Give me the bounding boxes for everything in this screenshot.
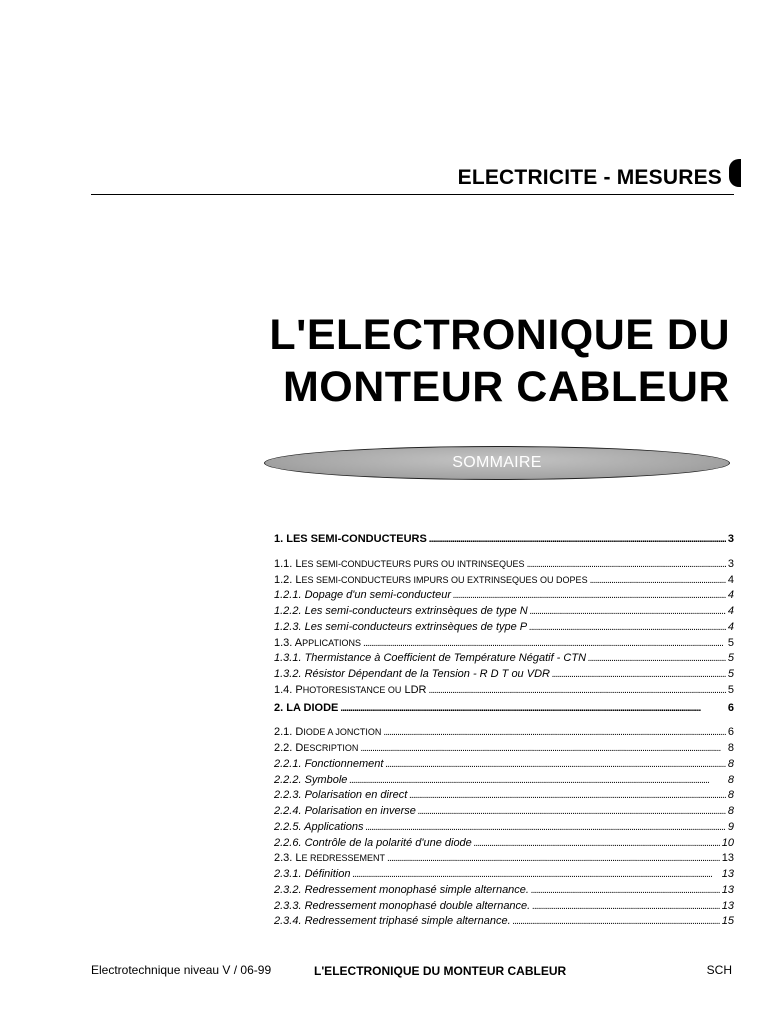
- toc-leader-dots: [529, 620, 726, 636]
- toc-entry-label: [274, 636, 361, 651]
- toc-page-number: 5: [727, 683, 734, 696]
- document-title-line-1: L'ELECTRONIQUE DU: [269, 311, 730, 359]
- toc-subsection: [274, 820, 734, 836]
- toc-page-number: 8: [727, 757, 734, 770]
- toc-subsection: [274, 788, 734, 804]
- toc-page-number: 5: [727, 636, 734, 649]
- toc-entry-label: 1.2.2. Les semi-conducteurs extrinsèques de type N: [274, 605, 528, 617]
- toc-page-number: 13: [721, 899, 734, 912]
- toc-page-number: 13: [721, 868, 734, 880]
- toc-entry-label: 1.3.1. Thermistance à Coefficient de Température Négatif - CTN: [274, 652, 587, 665]
- toc-entry-number: 1.3.: [274, 636, 295, 649]
- toc-page-number: 4: [727, 620, 734, 633]
- toc-leader-dots: [513, 914, 720, 930]
- toc-entry-number: 1.4.: [274, 683, 296, 696]
- footer-author: SCH: [706, 963, 732, 977]
- toc-leader-dots: [383, 725, 726, 741]
- toc-entry-label: 2.2.4. Polarisation en inverse: [274, 805, 416, 817]
- header-divider: [91, 194, 734, 195]
- toc-leader-dots: [530, 604, 726, 620]
- toc-leader-dots: [531, 883, 720, 899]
- toc-page-number: 3: [727, 557, 734, 570]
- toc-leader-dots: [352, 867, 719, 883]
- toc-leader-dots: [590, 573, 726, 589]
- toc-leader-dots: [340, 701, 725, 717]
- toc-entry-initial: L: [295, 852, 302, 865]
- toc-section: [274, 741, 734, 757]
- toc-entry-initial: A: [294, 636, 303, 649]
- toc-page-number: 3: [727, 533, 734, 545]
- toc-subsection: [274, 651, 734, 667]
- toc-entry-label: 1.2.1. Dopage d'un semi-conducteur: [274, 589, 451, 602]
- toc-leader-dots: [588, 651, 726, 667]
- toc-entry-label: [274, 725, 381, 740]
- toc-entry-label: 2.2.1. Fonctionnement: [274, 757, 384, 770]
- header-mark: [729, 159, 741, 187]
- toc-entry-label: 1. LES SEMI-CONDUCTEURS: [274, 533, 427, 545]
- toc-page-number: 4: [727, 605, 734, 617]
- toc-entry-label: 2.2.3. Polarisation en direct: [274, 789, 408, 802]
- toc-entry-text: PPLICATIONS: [302, 637, 361, 648]
- toc-entry-initial: L: [295, 573, 302, 586]
- toc-subsection: [274, 836, 734, 852]
- sommaire-label: SOMMAIRE: [452, 454, 542, 471]
- toc-section: [274, 683, 734, 699]
- toc-leader-dots: [527, 557, 726, 573]
- toc-page-number: 8: [727, 773, 734, 786]
- toc-leader-dots: [409, 788, 726, 804]
- toc-leader-dots: [349, 773, 726, 789]
- toc-leader-dots: [453, 588, 726, 604]
- toc-leader-dots: [363, 636, 726, 652]
- toc-leader-dots: [532, 899, 720, 915]
- toc-entry-label: [274, 557, 525, 572]
- toc-entry-label: 1.3.2. Résistor Dépendant de la Tension - R D T ou VDR: [274, 668, 550, 680]
- toc-entry-text: ES SEMI-CONDUCTEURS IMPURS OU EXTRINSEQUES OU DOPES: [301, 574, 588, 585]
- toc-page-number: 15: [721, 915, 734, 928]
- toc-leader-dots: [387, 851, 720, 867]
- toc-leader-dots: [418, 804, 726, 820]
- toc-entry-number: 1.2.: [274, 573, 296, 586]
- toc-section: [274, 636, 734, 652]
- toc-entry-label: [274, 573, 588, 588]
- toc-entry-text: ES SEMI-CONDUCTEURS PURS OU INTRINSEQUES: [301, 558, 525, 569]
- toc-subsection: [274, 588, 734, 604]
- toc-subsection: [274, 804, 734, 820]
- toc-page-number: 13: [721, 883, 734, 896]
- toc-page-number: 8: [727, 805, 734, 817]
- toc-subsection: [274, 914, 734, 930]
- toc-page-number: 8: [727, 789, 734, 802]
- footer-course: Electrotechnique niveau V / 06-99: [91, 963, 272, 977]
- toc-subsection: [274, 604, 734, 620]
- sommaire-banner: [264, 446, 730, 480]
- toc-subsection: [274, 899, 734, 915]
- toc-subsection: [274, 757, 734, 773]
- toc-page-number: 9: [727, 820, 734, 833]
- toc-entry-initial: L: [295, 557, 302, 570]
- toc-entry-number: 2.3.: [274, 852, 296, 865]
- toc-page-number: 4: [727, 589, 734, 602]
- toc-page-number: 6: [727, 701, 734, 714]
- toc-section: [274, 557, 734, 573]
- toc-subsection: [274, 667, 734, 683]
- footer-document-title: L'ELECTRONIQUE DU MONTEUR CABLEUR: [314, 964, 567, 978]
- header-title: ELECTRICITE - MESURES: [457, 166, 722, 189]
- document-title-line-2: MONTEUR CABLEUR: [282, 363, 730, 411]
- toc-subsection: [274, 773, 734, 789]
- toc-entry-text: ESCRIPTION: [303, 743, 359, 753]
- toc-subsection: [274, 867, 734, 883]
- toc-entry-text: HOTORESISTANCE OU: [302, 684, 402, 695]
- toc-leader-dots: [552, 667, 726, 683]
- table-of-contents: [274, 532, 734, 930]
- toc-entry-label: 2.2.5. Applications: [274, 820, 364, 833]
- toc-entry-label: 2.3.4. Redressement triphasé simple alternance.: [274, 915, 511, 928]
- toc-subsection: [274, 620, 734, 636]
- toc-entry-initial: D: [295, 742, 304, 754]
- toc-page-number: 4: [727, 573, 734, 586]
- toc-subsection: [274, 883, 734, 899]
- toc-entry-initial: P: [295, 683, 303, 696]
- toc-entry-label: [274, 851, 385, 866]
- toc-entry-tail: LDR: [401, 683, 427, 696]
- toc-entry-number: 1.1.: [274, 557, 296, 570]
- toc-entry-label: 2.3.3. Redressement monophasé double alternance.: [274, 899, 531, 912]
- toc-page-number: 8: [727, 742, 734, 754]
- toc-entry-number: 2.2.: [274, 742, 296, 754]
- toc-entry-label: [274, 683, 427, 698]
- toc-leader-dots: [429, 532, 726, 548]
- toc-page-number: 13: [721, 852, 734, 865]
- toc-page-number: 5: [727, 652, 734, 665]
- toc-leader-dots: [385, 757, 725, 773]
- toc-leader-dots: [365, 820, 725, 836]
- toc-leader-dots: [429, 683, 726, 699]
- toc-section: [274, 725, 734, 741]
- toc-entry-label: 2.3.2. Redressement monophasé simple alternance.: [274, 883, 529, 896]
- document-title: [269, 309, 730, 413]
- toc-entry-text: IODE A JONCTION: [303, 727, 382, 738]
- toc-entry-label: 1.2.3. Les semi-conducteurs extrinsèques de type P: [274, 620, 528, 633]
- toc-section: [274, 573, 734, 589]
- toc-entry-number: 2.1.: [274, 726, 296, 739]
- toc-chapter: [274, 701, 734, 717]
- toc-page-number: 10: [721, 836, 734, 849]
- toc-entry-label: [274, 741, 358, 756]
- toc-entry-label: 2.3.1. Définition: [274, 868, 351, 880]
- toc-entry-initial: D: [295, 726, 304, 739]
- toc-entry-label: 2.2.6. Contrôle de la polarité d'une diode: [274, 836, 472, 849]
- toc-section: [274, 851, 734, 867]
- toc-page-number: 5: [727, 668, 734, 680]
- toc-leader-dots: [474, 836, 720, 852]
- toc-entry-label: 2.2.2. Symbole: [274, 773, 348, 786]
- toc-chapter: [274, 532, 734, 548]
- toc-entry-label: 2. LA DIODE: [274, 701, 339, 714]
- toc-entry-text: E REDRESSEMENT: [301, 853, 386, 864]
- toc-page-number: 6: [727, 726, 734, 739]
- toc-leader-dots: [360, 741, 726, 757]
